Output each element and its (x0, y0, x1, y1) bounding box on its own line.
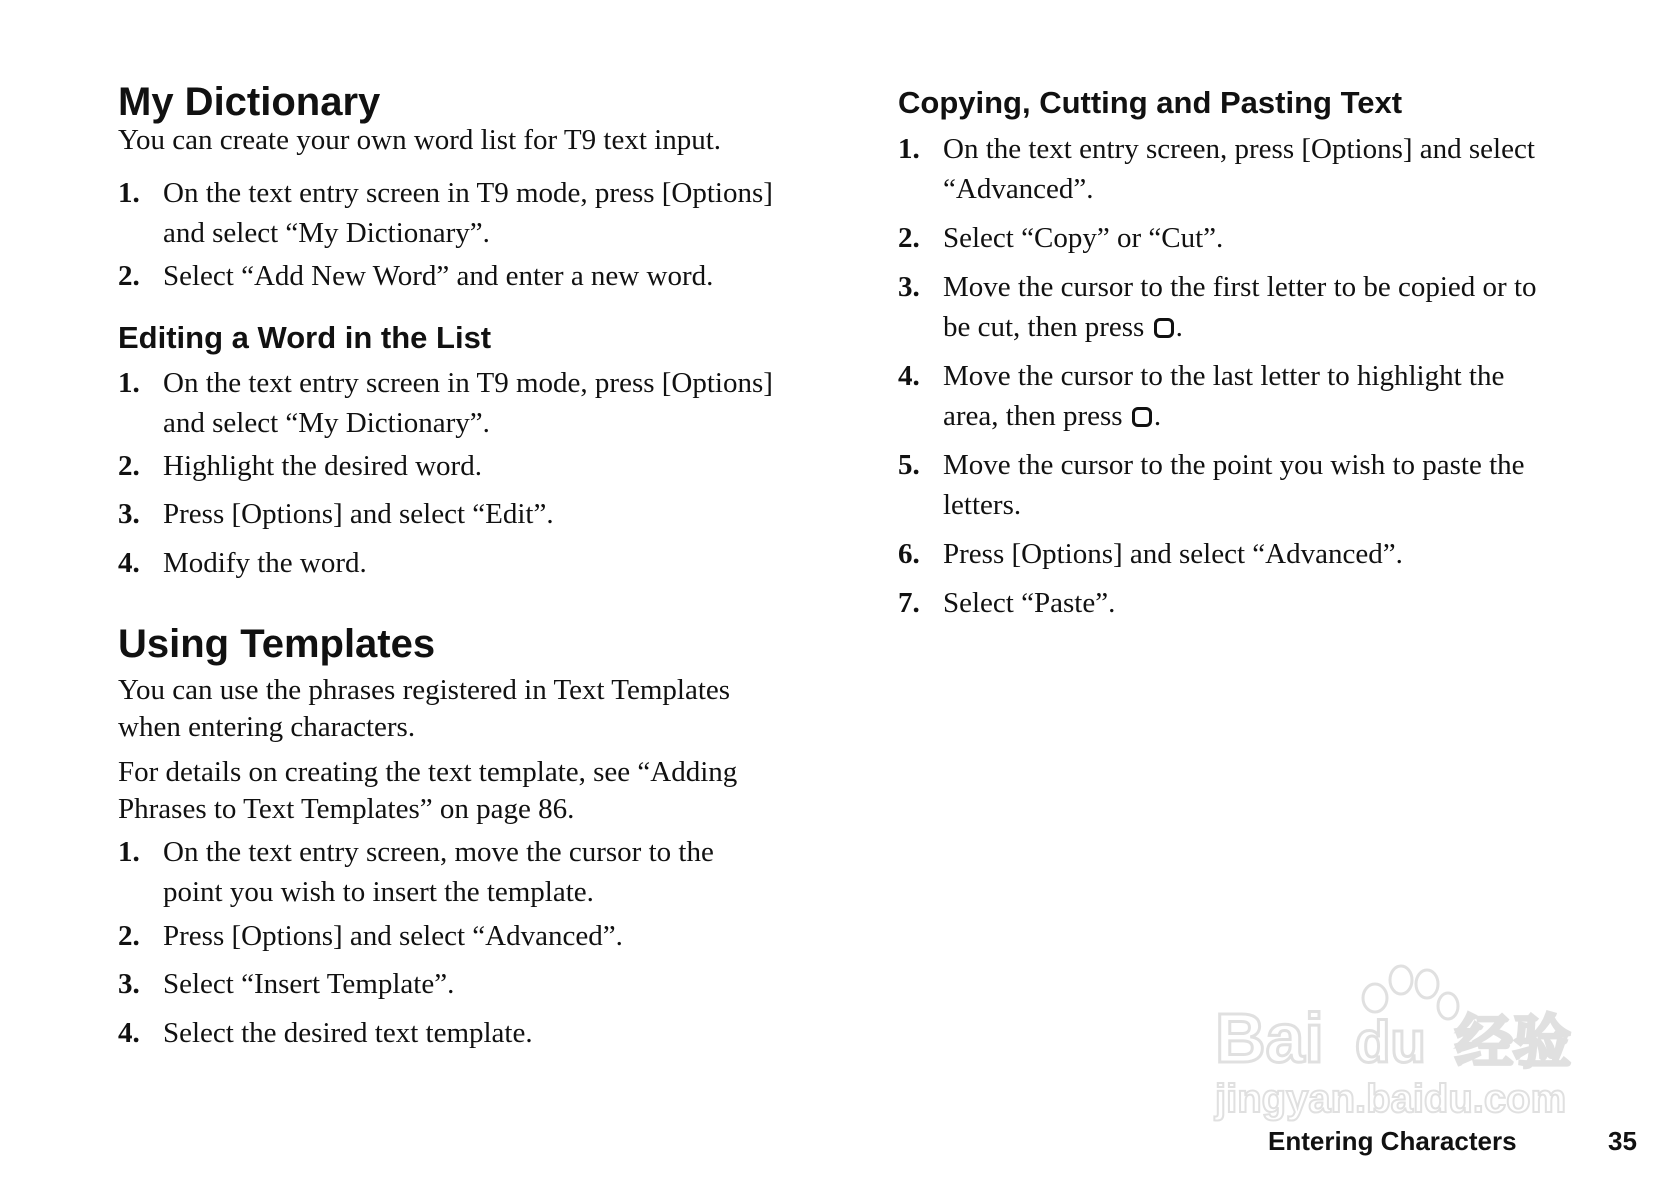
list-item (898, 445, 1618, 525)
list-item (118, 964, 838, 1004)
list-item (898, 267, 1618, 347)
list-item (118, 543, 838, 583)
list-item (898, 129, 1618, 209)
paragraph-line: For details on creating the text template, see “Adding (118, 756, 738, 788)
step-number: 2. (118, 920, 140, 952)
watermark-url: jingyan.baidu.com (1215, 1077, 1567, 1121)
step-text: letters. (943, 489, 1022, 521)
step-text: Press [Options] and select “Edit”. (163, 498, 554, 530)
list-item (898, 583, 1618, 623)
step-text-wrap (943, 307, 1618, 347)
step-text: be cut, then press (943, 311, 1145, 343)
paragraph-line: You can use the phrases registered in Text Templates (118, 674, 731, 706)
watermark-du: du (1355, 1010, 1426, 1075)
step-text: Move the cursor to the point you wish to paste the (943, 449, 1525, 481)
step-text: On the text entry screen in T9 mode, press [Options] (163, 367, 773, 399)
step-text: On the text entry screen, press [Options] and select (943, 133, 1535, 165)
list-item (118, 256, 838, 296)
my-dictionary-intro: You can create your own word list for T9 text input. (118, 124, 721, 156)
step-text: and select “My Dictionary”. (163, 217, 490, 249)
step-number: 3. (118, 968, 140, 1000)
my-dictionary-heading: My Dictionary (118, 80, 381, 124)
watermark-brand: Bai (1215, 999, 1324, 1077)
step-number: 1. (118, 177, 140, 209)
step-text: and select “My Dictionary”. (163, 407, 490, 439)
center-key-icon (1132, 407, 1152, 427)
step-number: 6. (898, 538, 920, 570)
step-text: Select “Copy” or “Cut”. (943, 222, 1224, 254)
step-text: On the text entry screen, move the cursor to the (163, 836, 714, 868)
step-number: 1. (118, 367, 140, 399)
step-text: Select “Paste”. (943, 587, 1116, 619)
step-number: 7. (898, 587, 920, 619)
list-item (118, 1013, 838, 1053)
paragraph-line: Phrases to Text Templates” on page 86. (118, 793, 575, 825)
step-text: Move the cursor to the last letter to highlight the (943, 360, 1505, 392)
step-text: Modify the word. (163, 547, 367, 579)
step-number: 3. (118, 498, 140, 530)
step-number: 4. (118, 1017, 140, 1049)
step-suffix: . (1175, 311, 1183, 343)
step-text: Press [Options] and select “Advanced”. (163, 920, 623, 952)
step-text: point you wish to insert the template. (163, 876, 594, 908)
step-text: On the text entry screen in T9 mode, press [Options] (163, 177, 773, 209)
watermark-cjk: 经验 (1455, 1008, 1572, 1076)
paragraph-line: when entering characters. (118, 711, 416, 743)
step-number: 4. (118, 547, 140, 579)
copy-cut-paste-heading: Copying, Cutting and Pasting Text (898, 85, 1403, 120)
step-text-wrap (943, 396, 1618, 436)
step-number: 4. (898, 360, 920, 392)
step-number: 5. (898, 449, 920, 481)
editing-word-heading: Editing a Word in the List (118, 320, 492, 355)
step-number: 2. (118, 260, 140, 292)
list-item (118, 173, 838, 253)
list-item (898, 356, 1618, 436)
templates-details (118, 754, 838, 828)
step-text: Highlight the desired word. (163, 450, 482, 482)
list-item (118, 446, 838, 486)
step-number: 3. (898, 271, 920, 303)
list-item (898, 534, 1618, 574)
page-number: 35 (1608, 1126, 1637, 1156)
list-item (898, 218, 1618, 258)
step-text: Select the desired text template. (163, 1017, 533, 1049)
list-item (118, 363, 838, 443)
templates-intro (118, 672, 838, 746)
step-number: 1. (118, 836, 140, 868)
center-key-icon (1154, 318, 1174, 338)
footer-section-title: Entering Characters (1268, 1126, 1517, 1156)
step-text: “Advanced”. (943, 173, 1094, 205)
using-templates-heading: Using Templates (118, 622, 436, 666)
baidu-jingyan-watermark (1205, 950, 1605, 1125)
step-text: Select “Insert Template”. (163, 968, 455, 1000)
step-suffix: . (1153, 400, 1162, 432)
step-text: Move the cursor to the first letter to be copied or to (943, 271, 1537, 303)
list-item (118, 916, 838, 956)
step-text: area, then press (943, 400, 1123, 432)
step-text: Press [Options] and select “Advanced”. (943, 538, 1403, 570)
step-number: 1. (898, 133, 920, 165)
step-number: 2. (898, 222, 920, 254)
step-number: 2. (118, 450, 140, 482)
step-text: Select “Add New Word” and enter a new word. (163, 260, 714, 292)
list-item (118, 832, 838, 912)
list-item (118, 494, 838, 534)
